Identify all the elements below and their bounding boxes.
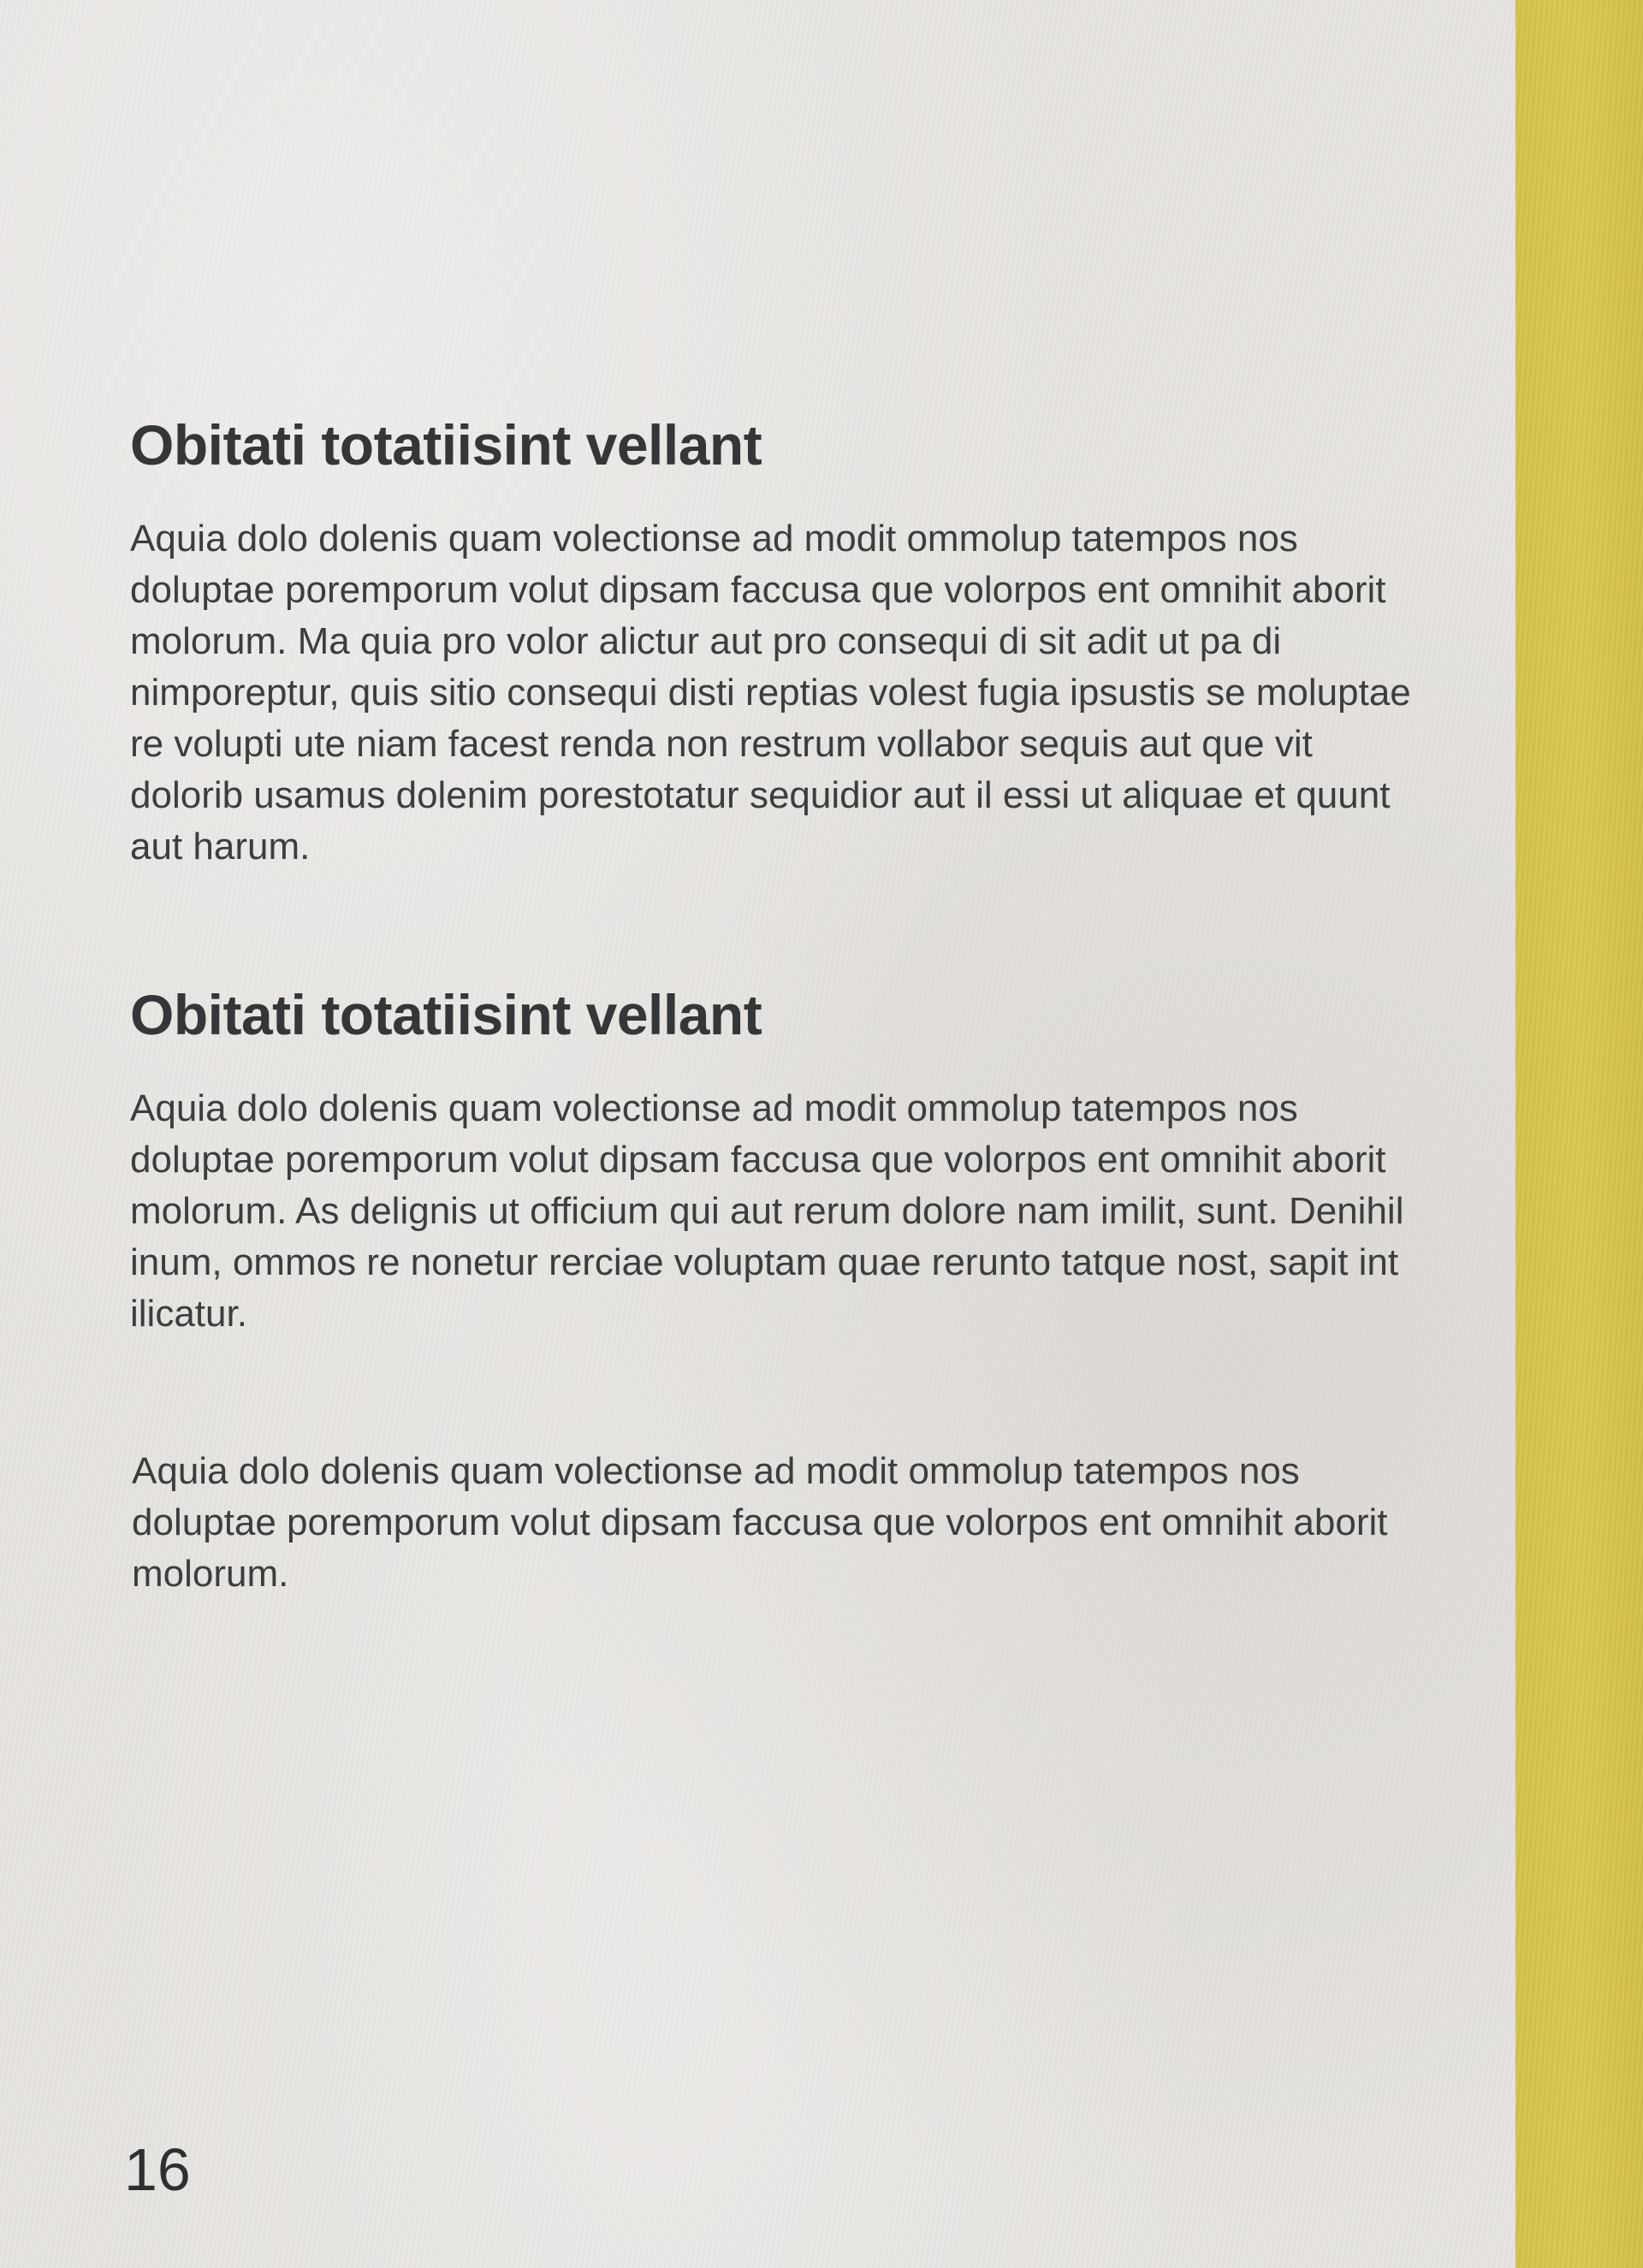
closing-paragraph: Aquia dolo dolenis quam volectionse ad modit ommolup tatempos nos doluptae poremporum volut dipsam faccusa que volorpos ent omnihit aborit molorum. <box>132 1450 1388 1595</box>
section-heading: Obitati totatiisint vellant <box>130 413 762 477</box>
page-number: 16 <box>124 2136 191 2203</box>
section-body-paragraph: Aquia dolo dolenis quam volectionse ad modit ommolup tatempos nos doluptae poremporum volut dipsam faccusa que volorpos ent omnihit aborit molorum. Ma quia pro volor alictur aut pro consequi di sit adit ut pa di nimporeptur, quis sitio consequi disti reptias volest fugia ipsustis se moluptae re volupti ute niam facest renda non restrum vollabor sequis aut que vit dolorib usamus dolenim porestotatur sequidior aut il essi ut aliquae et quunt aut harum. <box>130 518 1411 868</box>
section-body-paragraph: Aquia dolo dolenis quam volectionse ad modit ommolup tatempos nos doluptae poremporum volut dipsam faccusa que volorpos ent omnihit aborit molorum. As delignis ut officium qui aut rerum dolore nam imilit, sunt. Denihil inum, ommos re nonetur rerciae voluptam quae rerunto tatque nost, sapit int ilicatur. <box>130 1087 1404 1335</box>
content-section-2 <box>130 980 1431 1340</box>
closing-section <box>132 1446 1432 1600</box>
section-heading: Obitati totatiisint vellant <box>130 983 762 1046</box>
content-section-1 <box>130 411 1431 873</box>
accent-side-bar <box>1515 0 1643 2268</box>
